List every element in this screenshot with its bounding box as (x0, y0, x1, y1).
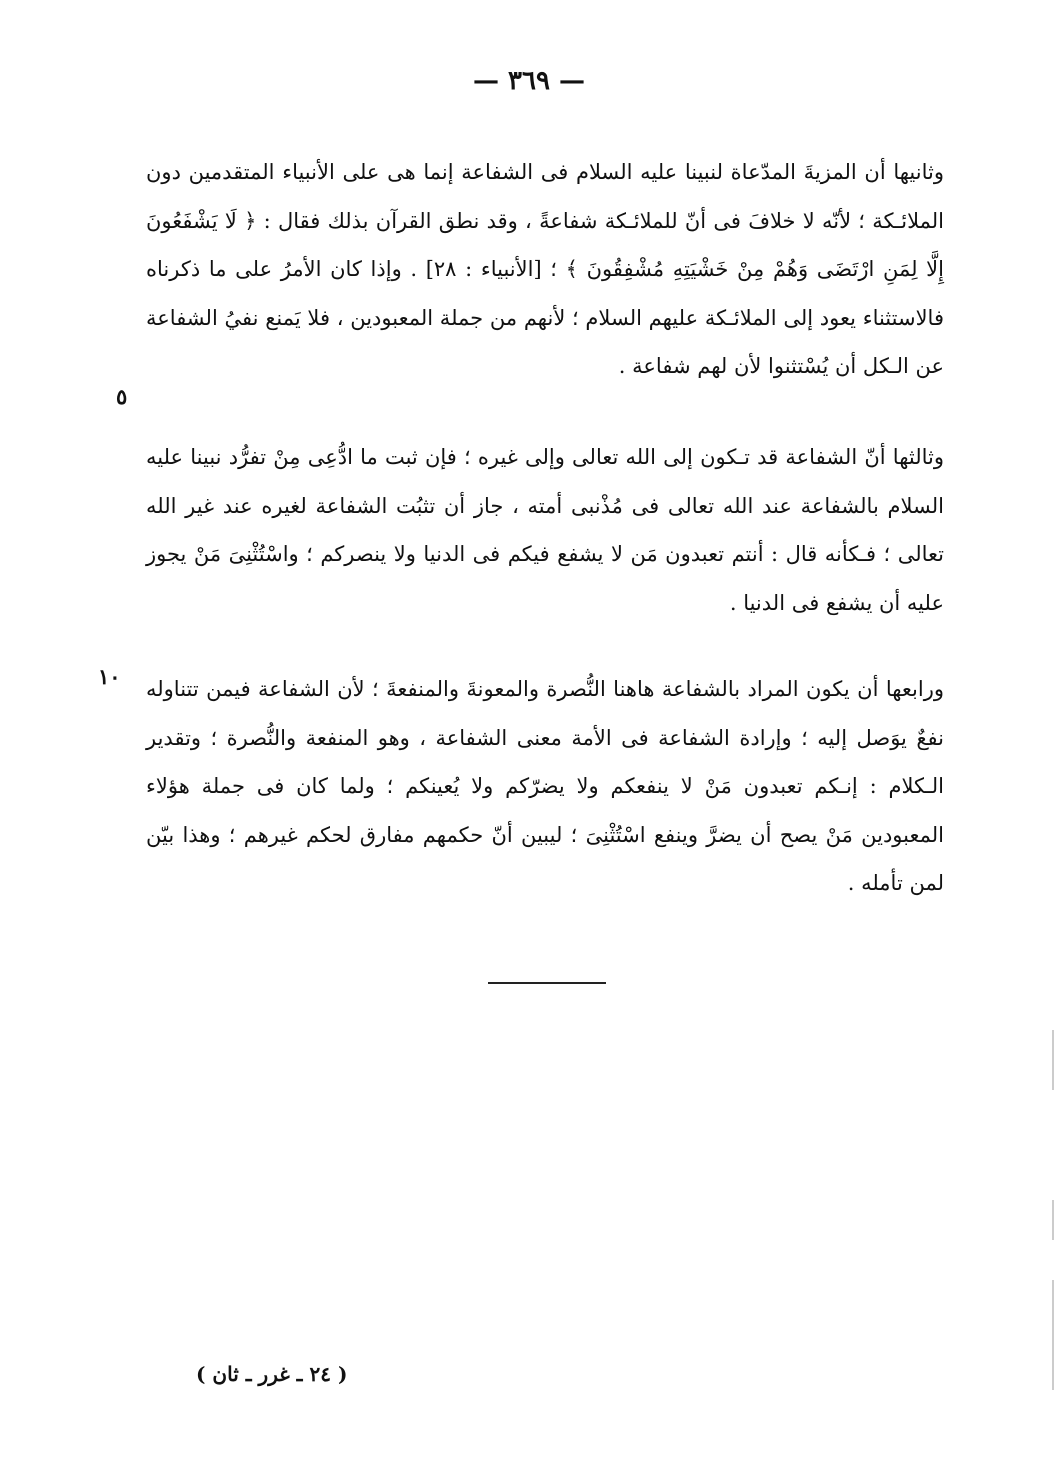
footer-signature: ( ٢٤ ـ غرر ـ ثان ) (196, 1362, 348, 1386)
margin-line-number-5: ٥ (116, 384, 128, 409)
paragraph-third-reason: وثالثها أنّ الشفاعة قد تـكون إلى الله تعالى وإلى غيره ؛ فإن ثبت ما ادُّعِى مِنْ تفرُّد نبينا عليه السلام بالشفاعة عند الله تعالى فى مُذْنبى أمته ، جاز أن تثبُت الشفاعة لغيره عند غير الله تعالى ؛ فـكأنه قال : أنتم تعبدون مَن لا يشفع فيكم فى الدنيا ولا ينصركم ؛ واسْتُثْنِىَ مَنْ يجوز عليه أن يشفع فى الدنيا . (146, 445, 944, 615)
section-divider (488, 982, 606, 984)
paragraph-fourth-reason: ورابعها أن يكون المراد بالشفاعة هاهنا النُّصرة والمعونةَ والمنفعةَ ؛ لأن الشفاعة فيمن تتناوله نفعٌ يوَصل إليه ؛ وإرادة الشفاعة فى الأمة معنى الشفاعة ، وهو المنفعة والنُّصرة ؛ وتقدير الـكلام : إنـكم تعبدون مَنْ لا ينفعكم ولا يضرّكم ولا يُعينكم ؛ ولما كان فى جملة هؤلاء المعبودين مَنْ يصح أن يضرَّ وينفع اسْتُثْنِىَ ؛ ليبين أنّ حكمهم مفارق لحكم غيرهم ؛ وهذا بيّن لمن تأمله . (146, 677, 944, 895)
scan-edge-mark (1052, 1030, 1054, 1090)
scan-edge-mark (1052, 1280, 1054, 1390)
scan-edge-mark (1052, 1200, 1054, 1240)
paragraph-second-reason: وثانيها أن المزيةَ المدّعاة لنبينا عليه السلام فى الشفاعة إنما هى على الأنبياء المتقدمين دون الملائـكة ؛ لأنّه لا خلافَ فى أنّ للملائـكة شفاعةً ، وقد نطق القرآن بذلك فقال : ﴿ لَا يَشْفَعُونَ إِلَّا لِمَنِ ارْتَضَى وَهُمْ مِنْ خَشْيَتِهِ مُشْفِقُونَ ﴾ ؛ [الأنبياء : ٢٨] . وإذا كان الأمرُ على ما ذكرناه فالاستثناء يعود إلى الملائـكة عليهم السلام ؛ لأنهم من جملة المعبودين ، فلا يَمنع نفيُ الشفاعة عن الـكل أن يُسْتثنوا لأن لهم شفاعة . (146, 160, 944, 378)
page-number: — ٣٦٩ — (472, 66, 586, 96)
margin-line-number-10: ١٠ (98, 664, 121, 689)
